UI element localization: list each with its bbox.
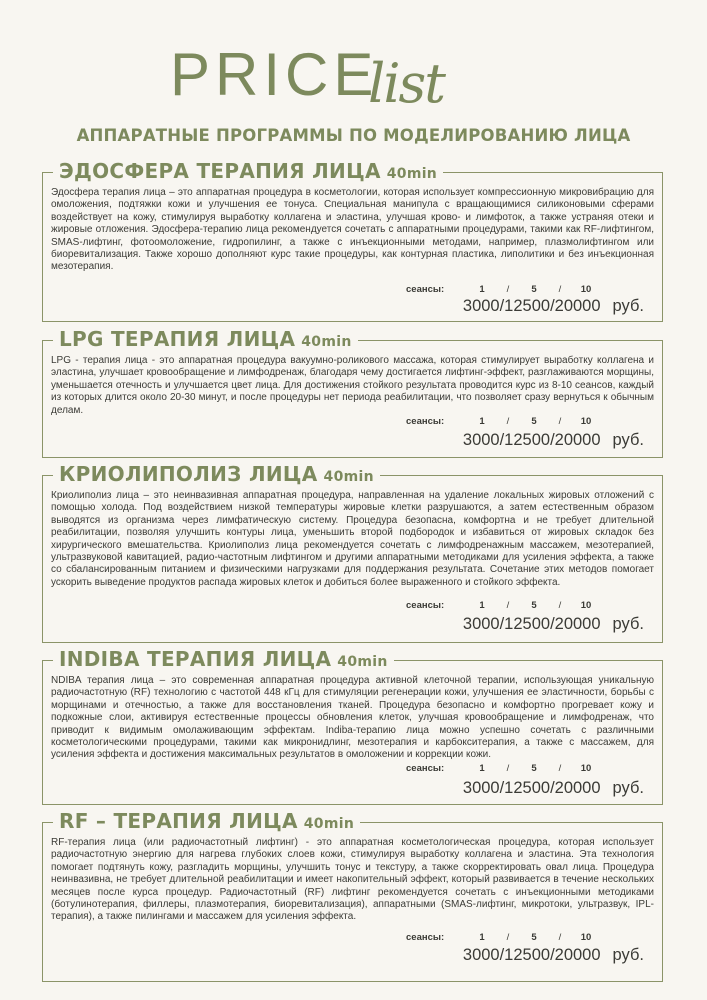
sessions-row xyxy=(406,416,604,427)
price-row xyxy=(463,615,644,634)
list-script-heading: list xyxy=(368,52,444,115)
sessions-row xyxy=(406,284,604,295)
service-title xyxy=(53,159,443,183)
service-duration: 40min xyxy=(323,469,374,485)
sessions-value: 1 xyxy=(479,932,485,943)
service-title xyxy=(53,647,394,671)
service-card-cryolipolysis xyxy=(42,462,663,643)
sessions-separator: / xyxy=(506,600,510,611)
sessions-value: 5 xyxy=(531,284,537,295)
service-title-text: ЭДОСФЕРА ТЕРАПИЯ ЛИЦА xyxy=(59,159,381,183)
sessions-separator: / xyxy=(506,416,510,427)
currency-label: руб. xyxy=(612,431,644,449)
sessions-value: 5 xyxy=(531,600,537,611)
service-description: RF-терапия лица (или радиочастотный лифтинг) - это аппаратная косметологическая процедура, которая использует радиочастотную энергию для нагрева глубоких слоев кожи, стимулируя выработку коллагена и эластина. Эта технология помогает подтянуть кожу, разгладить морщины, улучшить тонус и текстуру, а также скорректировать овал лица. Процедура неинвазивна, не требует длительной реабилитации и имеет накопительный эффект, который развивается в течение нескольких месяцев после курса процедур. Радиочастотный (RF) лифтинг рекомендуется сочетать с инъекционными методиками (ботулинотерапия, филлеры, плазмотерапия, биоревитализация), аппаратными (SMAS-лифтинг, микротоки, ультразвук, IPL-терапия), а также пилингами и массажем для усиления эффекта. xyxy=(51,837,654,923)
service-title-text: RF – ТЕРАПИЯ ЛИЦА xyxy=(59,809,298,833)
service-duration: 40min xyxy=(303,816,355,832)
price-values: 3000/12500/20000 xyxy=(462,615,601,633)
sessions-value: 5 xyxy=(531,763,537,774)
sessions-separator: / xyxy=(558,763,562,774)
section-subtitle: АППАРАТНЫЕ ПРОГРАММЫ ПО МОДЕЛИРОВАНИЮ ЛИЦА xyxy=(76,126,631,145)
sessions-value: 5 xyxy=(531,932,537,943)
service-title xyxy=(53,809,360,833)
currency-label: руб. xyxy=(612,946,644,964)
service-title xyxy=(53,327,358,351)
service-description: Эдосфера терапия лица – это аппаратная процедура в косметологии, которая использует компрессионную микровибрацию для омоложения, подтяжки кожи и улучшения ее тонуса. Специальная манипула с вращающимися силиконовыми сферами воздействует на кожу, стимулируя выработку коллагена и эластина, улучшая крово- и лимфоток, а также устраняя отеки и жировые отложения. Эдосфера-терапию лица рекомендуется сочетать с аппаратными процедурами, такими как RF-лифтингом, SMAS-лифтинг, фотоомоложение, гидропилинг, а также с инъекционными методами, например, плазмолифтингом или биоревитализация. Также хорошо дополняют курс такие процедуры, как контурная пластика, липолитики и без инъекционная мезотерапия. xyxy=(51,187,654,273)
service-title-text: INDIBA ТЕРАПИЯ ЛИЦА xyxy=(59,647,332,671)
sessions-label: сеансы: xyxy=(406,284,445,295)
service-card-indiba xyxy=(42,647,663,805)
price-heading: PRICE xyxy=(170,41,379,108)
sessions-separator: / xyxy=(558,416,562,427)
service-description: NDIBA терапия лица – это современная аппаратная процедура активной клеточной терапии, использующая уникальную радиочастотную (RF) технологию с частотой 448 кГц для стимуляции регенерации кожи, улучшения ее эластичности, борьбы с морщинами и отечностью, а также для восстановления тканей. Процедура безопасно и комфортно прогревает кожу и подкожные слои, активируя естественные процессы обновления клеток, улучшая кровообращение и лимфодренаж, что приводит к видимым омолаживающим эффектам. Indiba-терапию лица можно успешно сочетать с различными косметологическими процедурами, такими как микронидлинг, мезотерапия и карбокситерапия, а также с массажем, для усиления эффекта и достижения максимальных результатов в омоложении и коррекции кожи. xyxy=(51,675,654,761)
sessions-value: 1 xyxy=(479,763,485,774)
currency-label: руб. xyxy=(612,779,644,797)
price-row xyxy=(463,946,644,965)
service-duration: 40min xyxy=(386,166,438,182)
sessions-value: 5 xyxy=(531,416,537,427)
sessions-value: 10 xyxy=(580,763,592,774)
service-duration: 40min xyxy=(301,334,352,350)
service-description: Криолиполиз лица – это неинвазивная аппаратная процедура, направленная на удаление локальных жировых отложений с помощью холода. Под воздействием низкой температуры жировые клетки разрушаются, а затем естественным образом выводятся из организма через лимфатическую систему. Процедура безопасна, комфортна и не требует длительной реабилитации, позволяя улучшить контуры лица, уменьшить второй подбородок и избавиться от жировых складок без хирургического вмешательства. Криолиполиз лица рекомендуется сочетать с лимфодренажным массажем, мезотерапией, ультразвуковой кавитацией, радио-частотным лифтингом и другими аппаратными методиками для усиления эффекта, а также со сбалансированным питанием и физическими нагрузками для поддержания результата. Сочетание этих методов помогает ускорить выведение продуктов распада жировых клеток и добиться более выраженного и стойкого эффекта. xyxy=(51,490,654,588)
price-values: 3000/12500/20000 xyxy=(462,946,601,964)
sessions-separator: / xyxy=(558,932,562,943)
sessions-separator: / xyxy=(558,284,562,295)
price-values: 3000/12500/20000 xyxy=(462,297,601,315)
sessions-value: 10 xyxy=(580,600,592,611)
service-title xyxy=(53,462,380,486)
sessions-separator: / xyxy=(558,600,562,611)
sessions-value: 10 xyxy=(580,416,592,427)
sessions-label: сеансы: xyxy=(406,932,445,943)
price-row xyxy=(463,297,644,316)
sessions-value: 1 xyxy=(479,600,485,611)
sessions-label: сеансы: xyxy=(406,416,445,427)
currency-label: руб. xyxy=(612,615,644,633)
sessions-row xyxy=(406,932,604,943)
price-values: 3000/12500/20000 xyxy=(462,431,601,449)
price-list-header xyxy=(0,32,707,117)
sessions-separator: / xyxy=(506,932,510,943)
price-values: 3000/12500/20000 xyxy=(462,779,601,797)
service-title-text: КРИОЛИПОЛИЗ ЛИЦА xyxy=(59,462,318,486)
sessions-value: 1 xyxy=(479,284,485,295)
price-row xyxy=(463,431,644,450)
service-duration: 40min xyxy=(337,654,388,670)
sessions-separator: / xyxy=(506,284,510,295)
service-description: LPG - терапия лица - это аппаратная процедура вакуумно-роликового массажа, которая стимулирует выработку коллагена и эластина, улучшает кровообращение и лимфодренаж, благодаря чему достигается лифтинг-эффект, разглаживаются морщины, уменьшается отечность и улучшается цвет лица. Для достижения стойкого результата проводится курс из 8-10 сеансов, каждый из которых длится около 20-30 минут, и после процедуры нет периода реабилитации, что позволяет сразу вернуться к обычным делам. xyxy=(51,355,654,416)
sessions-row xyxy=(406,763,604,774)
price-row xyxy=(463,779,644,798)
service-card-rf xyxy=(42,809,663,982)
sessions-separator: / xyxy=(506,763,510,774)
service-card-edosphere xyxy=(42,159,663,322)
sessions-value: 10 xyxy=(580,932,592,943)
sessions-value: 1 xyxy=(479,416,485,427)
service-card-lpg xyxy=(42,327,663,458)
currency-label: руб. xyxy=(612,297,644,315)
sessions-row xyxy=(406,600,604,611)
sessions-value: 10 xyxy=(580,284,592,295)
service-title-text: LPG ТЕРАПИЯ ЛИЦА xyxy=(59,327,296,351)
sessions-label: сеансы: xyxy=(406,600,445,611)
sessions-label: сеансы: xyxy=(406,763,445,774)
